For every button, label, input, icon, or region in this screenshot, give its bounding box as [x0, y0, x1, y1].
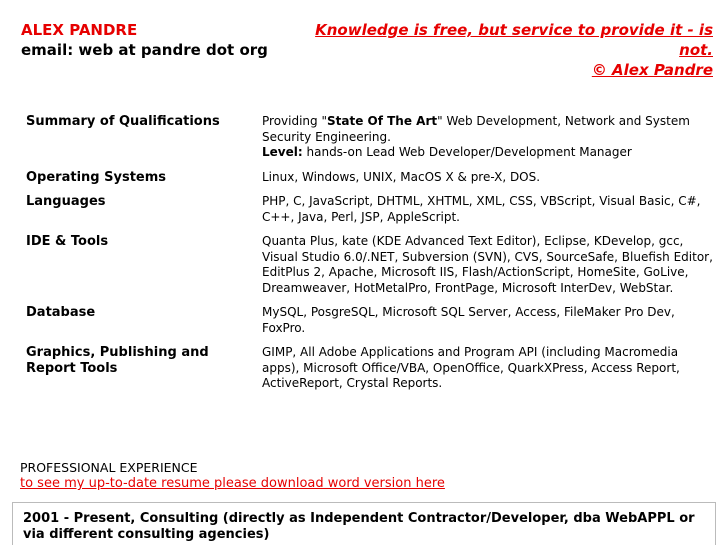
summary-prefix: Providing " [262, 114, 327, 128]
qualification-value: GIMP, All Adobe Applications and Program API (including Macromedia apps), Microsoft Office/VBA, OpenOffice, QuarkXPress, Access Report, ActiveReport, Crystal Reports. [262, 345, 680, 390]
qualification-row [26, 345, 716, 392]
job-title: 2001 - Present, Consulting (directly as Independent Contractor/Developer, dba WebAPPL or via different consulting agencies) [23, 511, 695, 542]
author-name: ALEX PANDRE [21, 21, 138, 39]
contact-block [21, 20, 268, 60]
qualification-label: Languages [26, 194, 106, 209]
author-email: email: web at pandre dot org [21, 41, 268, 59]
job-entry [12, 502, 716, 545]
qualification-row [26, 305, 716, 336]
qualification-row [26, 170, 716, 186]
summary-suffix: " Web Development, Network and System Security Engineering. [262, 114, 690, 144]
qualification-row [26, 234, 716, 296]
experience-heading: PROFESSIONAL EXPERIENCE [20, 460, 198, 475]
qualification-label: Database [26, 305, 96, 320]
quote-block [283, 20, 713, 80]
qualification-value: PHP, C, JavaScript, DHTML, XHTML, XML, CSS, VBScript, Visual Basic, C#, C++, Java, Perl, JSP, AppleScript. [262, 194, 701, 224]
qualification-label: IDE & Tools [26, 234, 109, 249]
qualification-value: Linux, Windows, UNIX, MacOS X & pre-X, DOS. [262, 169, 541, 184]
qualification-value: MySQL, PosgreSQL, Microsoft SQL Server, Access, FileMaker Pro Dev, FoxPro. [262, 305, 675, 335]
qualification-row [26, 194, 716, 225]
summary-emphasis: State Of The Art [326, 114, 438, 128]
level-label: Level: [262, 145, 303, 159]
qualification-label: Summary of Qualifications [26, 114, 220, 129]
qualification-value [262, 114, 714, 161]
copyright-link[interactable]: © Alex Pandre [591, 61, 713, 79]
quote-link[interactable]: Knowledge is free, but service to provide it - is not. [315, 21, 713, 59]
qualification-label: Operating Systems [26, 169, 167, 185]
resume-download-link[interactable]: to see my up-to-date resume please download word version here [20, 476, 445, 491]
qualification-row [26, 114, 716, 161]
qualification-label: Graphics, Publishing and Report Tools [26, 345, 209, 376]
qualification-value: Quanta Plus, kate (KDE Advanced Text Editor), Eclipse, KDevelop, gcc, Visual Studio 6.0/.NET, Subversion (SVN), CVS, SourceSafe, Bluefish Editor, EditPlus 2, Apache, Microsoft IIS, Flash/ActionScript, HomeSite, GoLive, Dreamweaver, HotMetalPro, FrontPage, Microsoft InterDev, WebStar. [262, 234, 713, 295]
level-value: hands-on Lead Web Developer/Development Manager [306, 145, 632, 159]
qualifications-table [26, 114, 716, 401]
